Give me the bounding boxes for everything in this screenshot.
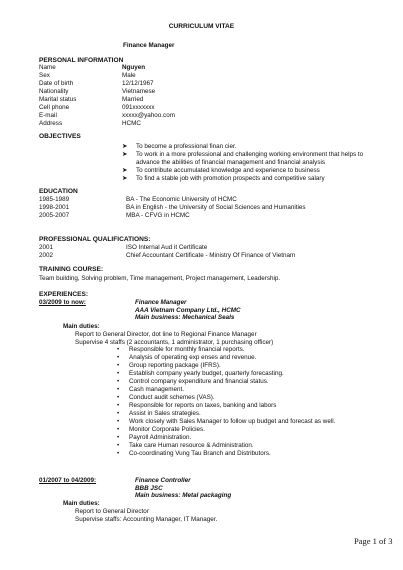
job-company: AAA Vietnam Company Ltd., HCMC [135,307,241,314]
personal-info-table [39,64,175,128]
personal-label: Cell phone [39,104,70,111]
personal-label: Date of birth [39,80,74,87]
duty-item: • Work closely with Sales Manager to follow up budget and forecast as well. [117,418,336,425]
bullet-icon: • [117,426,120,433]
education-row: 1985-1989 BA - The Economic University of HCMC [39,196,237,203]
qualifications-heading: PROFESSIONAL QUALIFICATIONS: [39,236,151,243]
duty-item: • Analysis of operating exp enses and revenue. [117,354,257,361]
bullet-icon: • [117,394,120,401]
duty-item: • Conduct audit schemes (VAS). [117,394,215,401]
bullet-icon: • [117,434,120,441]
arrow-bullet-icon: ➤ [122,151,128,158]
duty-item: • Take care Human resource & Administration. [117,442,254,449]
job-position: Finance Manager [135,299,187,306]
duty-item: • Responsible for monthly financial reports. [117,346,245,353]
personal-row-phone [39,104,175,112]
bullet-icon: • [117,378,120,385]
job-position: Finance Controller [135,477,191,484]
arrow-bullet-icon: ➤ [122,175,128,182]
personal-label: Name [39,64,56,71]
qualification-row: 2002 Chief Accountant Certificate - Ministry Of Finance of Vietnam [39,252,296,259]
personal-row-marital [39,96,175,104]
job-business: Main business: Mechanical Seals [135,314,235,321]
job-period: 03/2009 to now: [39,299,86,306]
objective-item-continued: advance the abilities of financial management and financial analysis [136,159,326,166]
duties-heading: Main duties: [63,500,100,507]
job-company: BBB JSC [135,485,163,492]
education-table [39,196,306,220]
bullet-icon: • [117,386,120,393]
personal-label: Nationality [39,88,69,95]
bullet-icon: • [117,442,120,449]
bullet-icon: • [117,418,120,425]
objective-item: ➤ To find a stable job with promotion prospects and competitive salary [122,175,325,182]
duty-item: • Control company expenditure and financial status. [117,378,269,385]
objectives-heading: OBJECTIVES [39,133,81,140]
personal-row-dob [39,80,175,88]
personal-value: HCMC [122,120,141,127]
duties-intro: Report to General Director Supervise staffs: Accounting Manager, IT Manager. [75,508,218,523]
qualification-row: 2001 ISO Internal Aud it Certificate [39,244,208,251]
personal-value: Male [122,72,136,79]
objectives-list [122,143,363,183]
personal-row-sex [39,72,175,80]
document-title: CURRICULUM VITAE [168,23,235,30]
qualifications-table [39,244,295,260]
personal-value: xxxxx@yahoo.com [122,112,175,119]
objective-item: ➤ To work in a more professional and challenging working environment that helps to [122,151,364,158]
duty-item: • Cash management. [117,386,184,393]
bullet-icon: • [117,450,120,457]
bullet-icon: • [117,354,120,361]
personal-value: Married [122,96,144,103]
personal-row-email [39,112,175,120]
job-period: 01/2007 to 04/2009: [39,477,97,484]
duty-item: • Co-coordinating Vung Tau Branch and Distributors. [117,450,271,457]
bullet-icon: • [117,370,120,377]
duty-item: • Monitor Corporate Policies. [117,426,205,433]
duty-item: • Payroll Administration. [117,434,192,441]
personal-row-address [39,120,175,128]
job-business: Main business: Metal packaging [135,492,232,499]
training-text: Team building, Solving problem, Time management, Project management, Leadership. [39,275,281,282]
education-heading: EDUCATION [39,188,78,195]
bullet-icon: • [117,410,120,417]
arrow-bullet-icon: ➤ [122,143,128,150]
duty-item: • Group reporting package (IFRS). [117,362,221,369]
duties-intro: Report to General Director, dot line to Regional Finance Manager Supervise 4 staffs (2 accountants, 1 administrator, 1 purchasing officer) [75,331,274,346]
document-subtitle: Finance Manager [123,42,175,49]
duties-bullet-list [117,346,335,458]
personal-value: Nguyen [122,64,146,71]
education-row: 1998-2001 BA in English - the University of Social Sciences and Humanities [39,204,306,211]
duty-item: • Establish company yearly budget, quarterly forecasting. [117,370,284,377]
experiences-heading: EXPERIENCES: [39,291,89,298]
education-row: 2005-2007 MBA - CFVG in HCMC [39,212,190,219]
duties-heading: Main duties: [63,323,100,330]
objective-item: ➤ To become a professional finan cier. [122,143,237,150]
objective-item: ➤ To contribute accumulated knowledge and experience to business [122,167,320,174]
personal-row-name [39,64,175,72]
arrow-bullet-icon: ➤ [122,167,128,174]
personal-label: Sex [39,72,50,79]
bullet-icon: • [117,362,120,369]
personal-label: Marital status [39,96,77,103]
personal-info-heading: PERSONAL INFORMATION [39,57,124,64]
personal-label: E-mail [39,112,57,119]
personal-value: Vietnamese [122,88,156,95]
personal-value: 091xxxxxxx [122,104,155,111]
bullet-icon: • [117,402,120,409]
page-number: Page 1 of 3 [354,536,393,546]
bullet-icon: • [117,346,120,353]
personal-label: Address [39,120,63,127]
duty-item: • Responsible for reports on taxes, banking and labors [117,402,277,409]
personal-row-nationality [39,88,175,96]
duty-item: • Assist in Sales strategies. [117,410,201,417]
training-heading: TRAINING COURSE: [39,266,104,273]
personal-value: 12/12/1967 [122,80,154,87]
